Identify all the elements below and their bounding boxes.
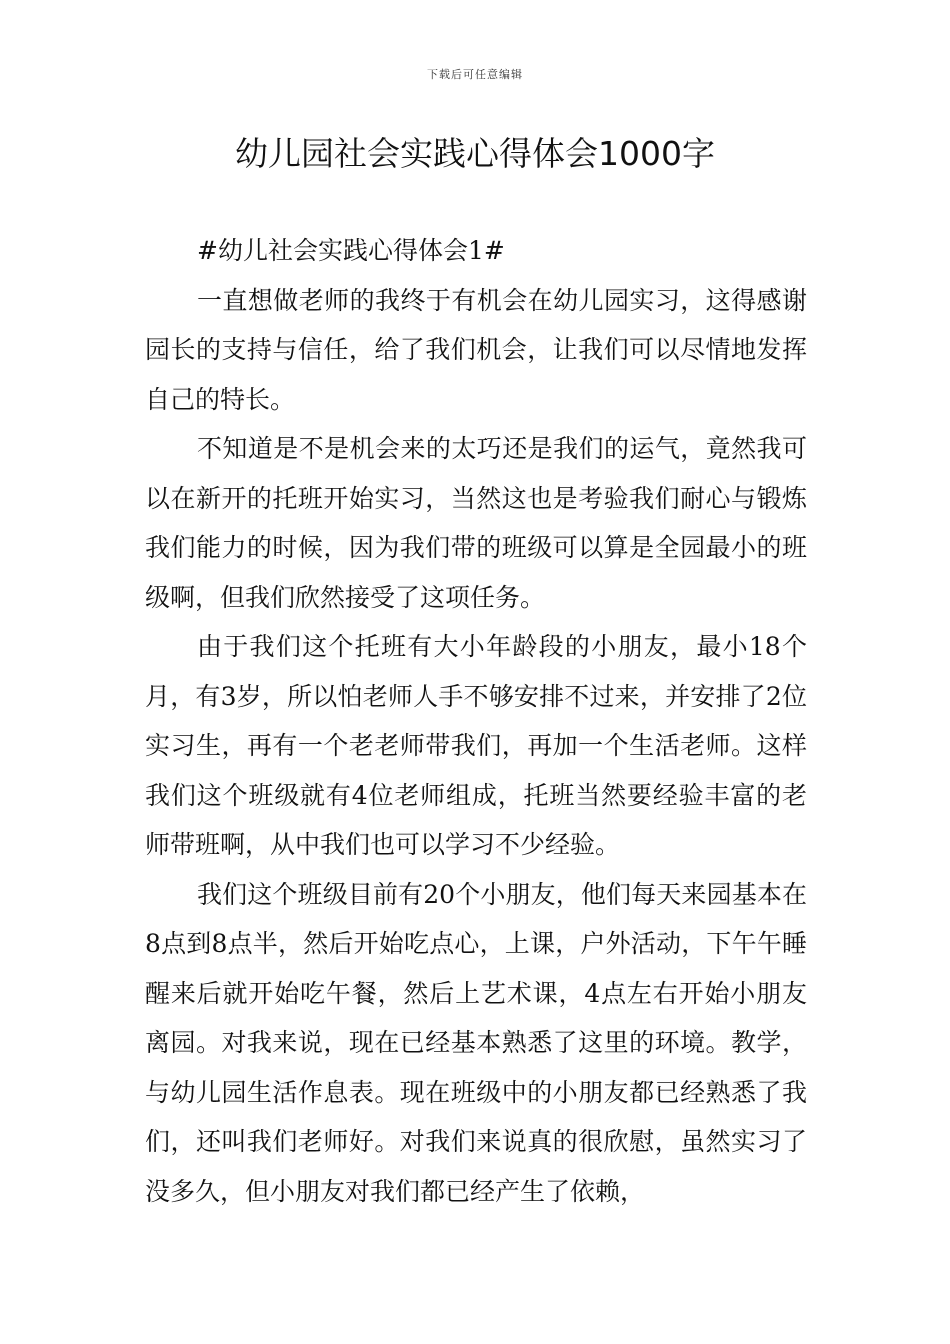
paragraph-2: 不知道是不是机会来的太巧还是我们的运气，竟然我可以在新开的托班开始实习，当然这也是考验我们耐心与锻炼我们能力的时候，因为我们带的班级可以算是全园最小的班级啊，但我们欣然接受了这项任务。: [145, 434, 807, 612]
paragraph-1: 一直想做老师的我终于有机会在幼儿园实习，这得感谢园长的支持与信任，给了我们机会，让我们可以尽情地发挥自己的特长。: [145, 285, 807, 414]
section-subheading: #幼儿社会实践心得体会1#: [197, 236, 505, 265]
header-note: 下载后可任意编辑: [427, 68, 523, 81]
document-body: [145, 226, 807, 1216]
paragraph-3: 由于我们这个托班有大小年龄段的小朋友，最小18个月，有3岁，所以怕老师人手不够安排不过来，并安排了2位实习生，再有一个老老师带我们，再加一个生活老师。这样我们这个班级就有4位老师组成，托班当然要经验丰富的老师带班啊，从中我们也可以学习不少经验。: [145, 632, 807, 859]
document-title: 幼儿园社会实践心得体会1000字: [235, 134, 715, 173]
paragraph-4: 我们这个班级目前有20个小朋友，他们每天来园基本在8点到8点半，然后开始吃点心，上课，户外活动，下午午睡醒来后就开始吃午餐，然后上艺术课，4点左右开始小朋友离园。对我来说，现在已经基本熟悉了这里的环境。教学，与幼儿园生活作息表。现在班级中的小朋友都已经熟悉了我们，还叫我们老师好。对我们来说真的很欣慰，虽然实习了没多久，但小朋友对我们都已经产生了依赖，: [145, 879, 807, 1206]
